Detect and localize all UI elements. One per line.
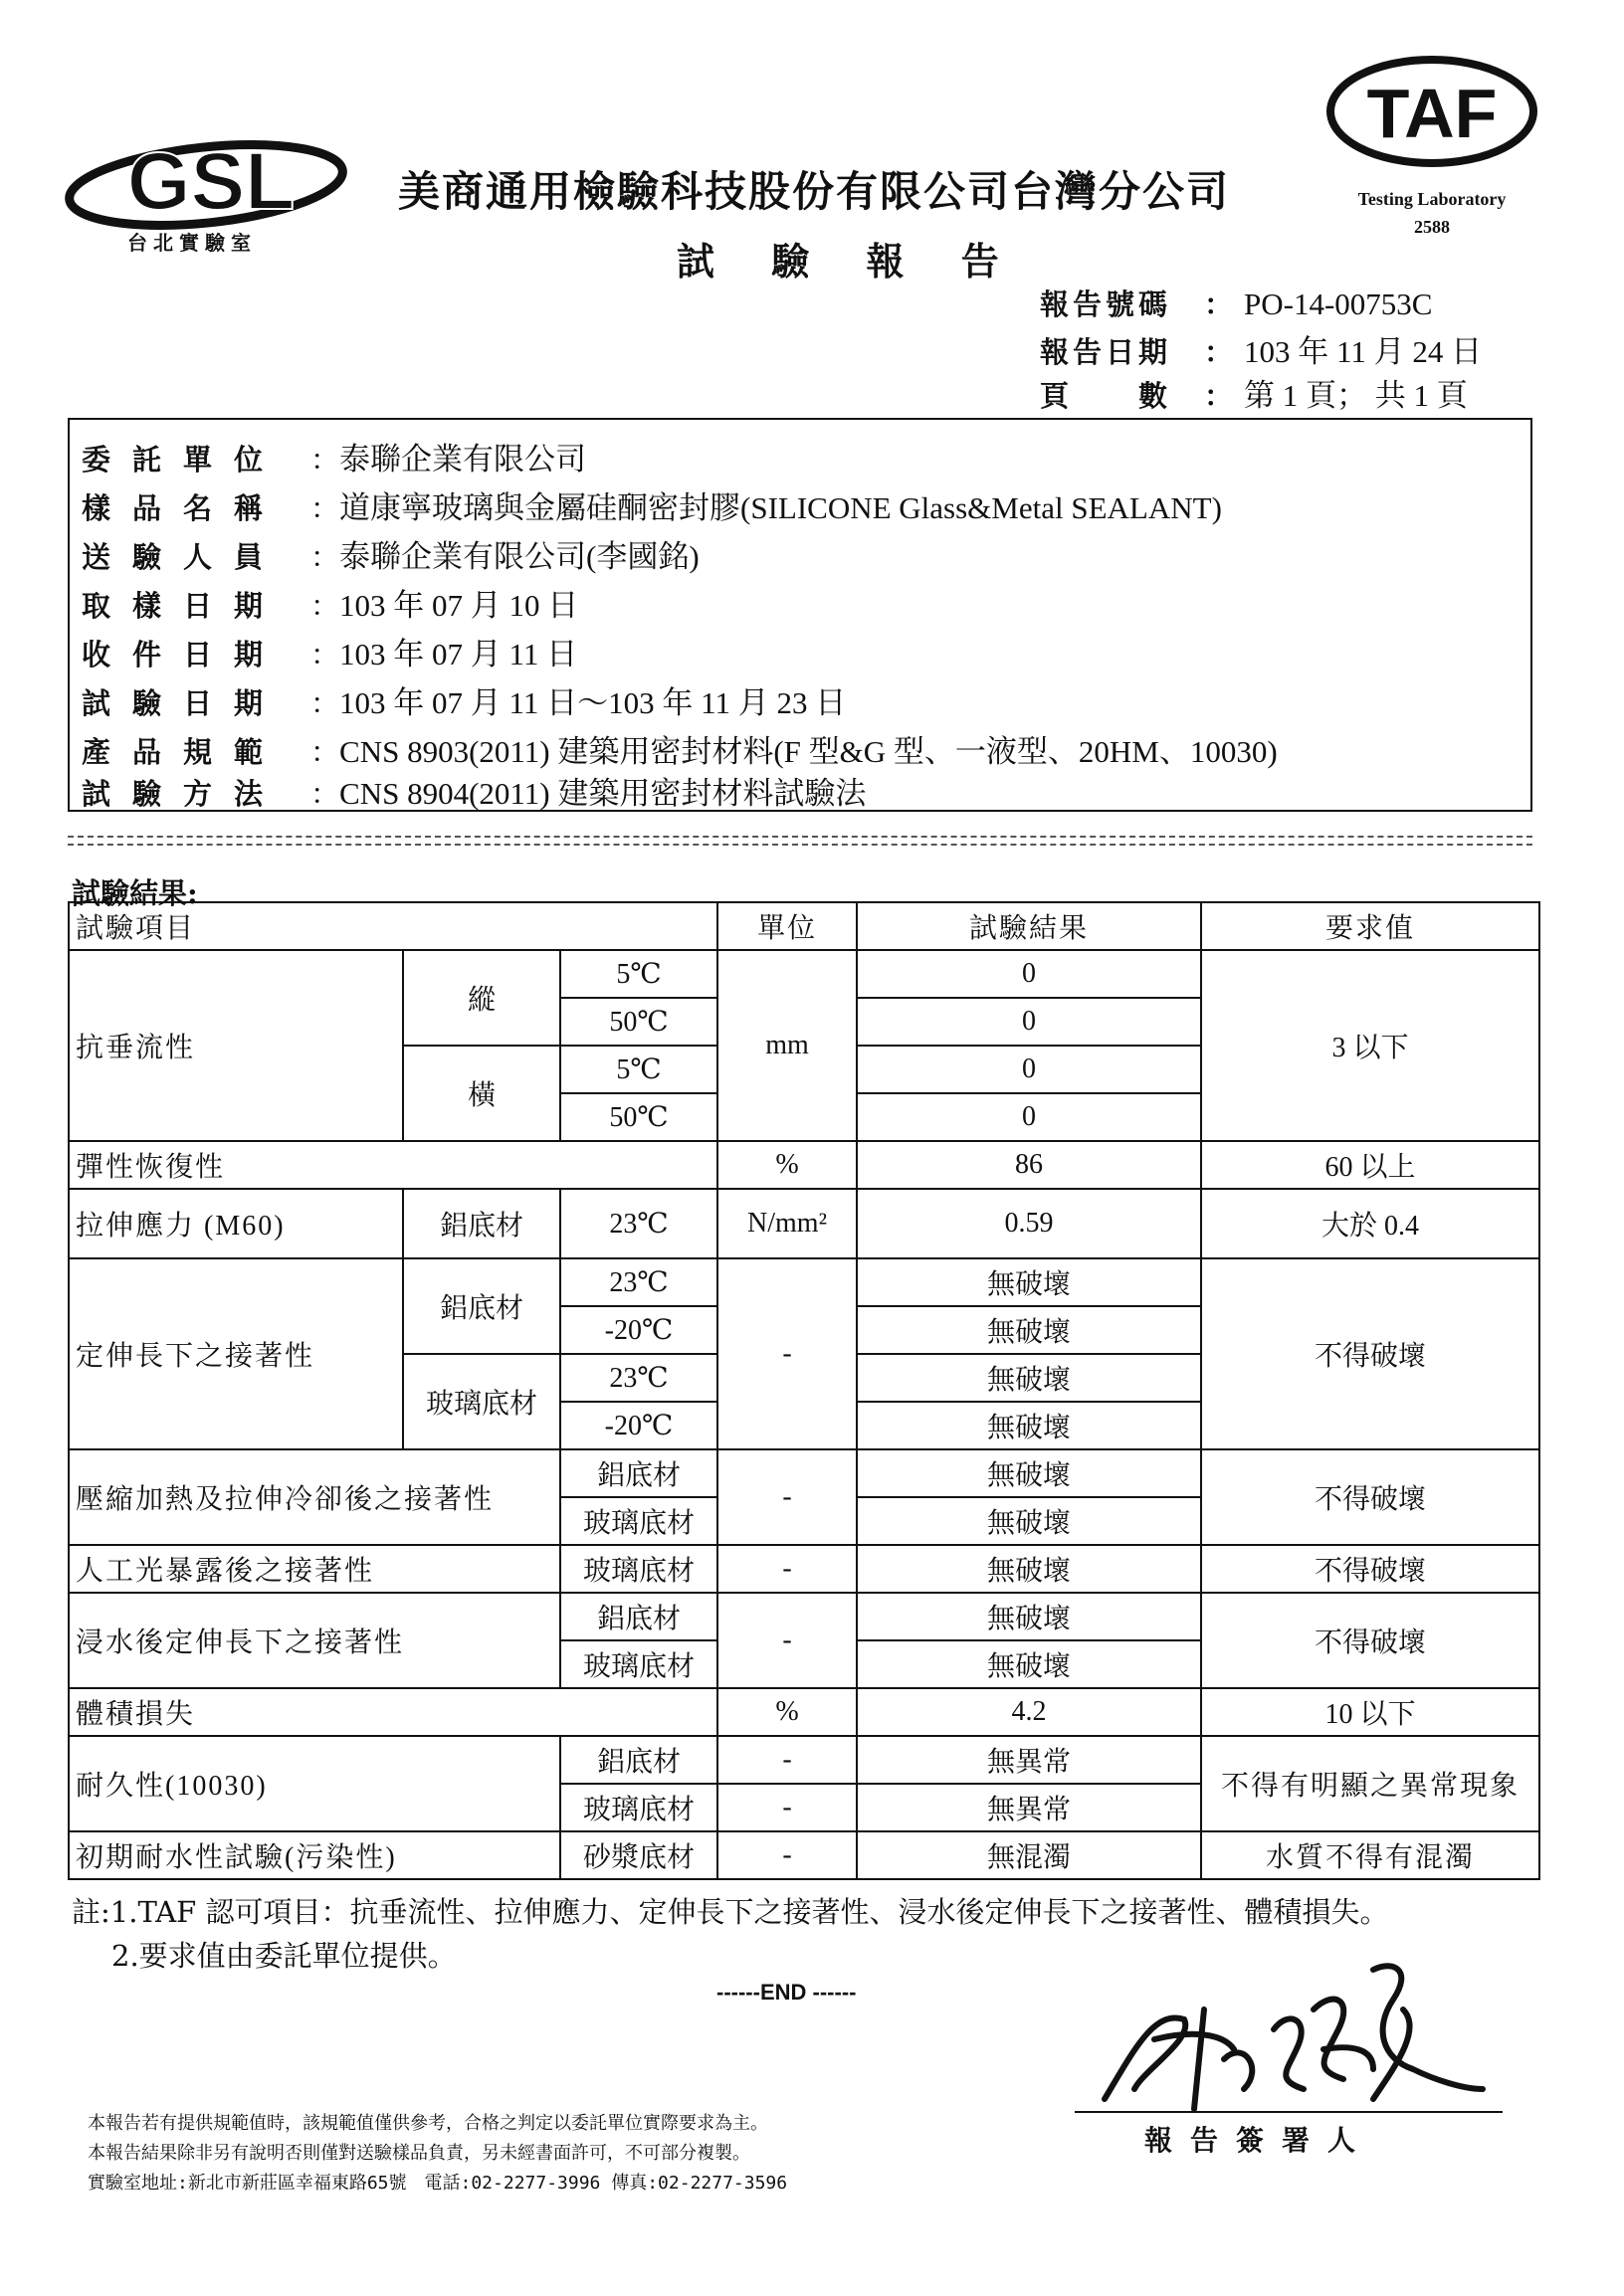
unit-cell: -: [717, 1449, 857, 1545]
sample-info-box: [68, 418, 1532, 812]
table-row: [69, 950, 1539, 998]
temp-cell: 23℃: [560, 1189, 717, 1258]
taf-lab-text: Testing Laboratory: [1357, 189, 1507, 209]
item-cell: 浸水後定伸長下之接著性: [69, 1593, 560, 1688]
signer-label: 報告簽署人: [1144, 2124, 1374, 2157]
info-value: CNS 8903(2011) 建築用密封材料(F 型&G 型、一液型、20HM、10030): [339, 734, 1278, 769]
requirement-cell: 不得有明顯之異常現象: [1201, 1736, 1539, 1831]
item-cell: 人工光暴露後之接著性: [69, 1545, 560, 1593]
footer-line-2: 本報告結果除非另有說明否則僅對送驗樣品負責，另未經書面許可，不可部分複製。: [88, 2143, 750, 2164]
result-cell: 無破壞: [857, 1402, 1201, 1449]
result-cell: 無異常: [857, 1784, 1201, 1831]
requirement-cell: 不得破壞: [1201, 1545, 1539, 1593]
substrate-cell: 玻璃底材: [560, 1640, 717, 1688]
report-number-row: 報告號碼 ： PO-14-00753C: [1040, 283, 1432, 323]
result-cell: 無破壞: [857, 1354, 1201, 1402]
result-cell: 無破壞: [857, 1449, 1201, 1497]
substrate-cell: 砂漿底材: [560, 1831, 717, 1879]
unit-cell: -: [717, 1593, 857, 1688]
table-row: [69, 1141, 1539, 1189]
table-row: [69, 1449, 1539, 1497]
footer-line-3: 實驗室地址:新北市新莊區幸福東路65號 電話:02-2277-3996 傳真:02-2277-3596: [88, 2173, 788, 2194]
handwritten-signature: [1075, 1950, 1493, 2129]
direction-cell: 縱: [403, 950, 560, 1046]
temp-cell: 23℃: [560, 1258, 717, 1306]
result-cell: 無破壞: [857, 1640, 1201, 1688]
requirement-cell: 不得破壞: [1201, 1258, 1539, 1449]
item-cell: 拉伸應力 (M60): [69, 1189, 403, 1258]
temp-cell: 5℃: [560, 1046, 717, 1093]
substrate-cell: 鋁底材: [560, 1736, 717, 1784]
item-cell: 初期耐水性試驗(污染性): [69, 1831, 560, 1879]
results-table: [68, 901, 1540, 1880]
result-cell: 無破壞: [857, 1593, 1201, 1640]
unit-cell: -: [717, 1831, 857, 1879]
substrate-cell: 鋁底材: [560, 1449, 717, 1497]
result-cell: 無破壞: [857, 1545, 1201, 1593]
result-cell: 0: [857, 998, 1201, 1046]
item-cell: 抗垂流性: [69, 950, 403, 1141]
report-number: PO-14-00753C: [1244, 287, 1433, 321]
table-header-row: [69, 902, 1539, 950]
requirement-cell: 大於 0.4: [1201, 1189, 1539, 1258]
table-row: [69, 1258, 1539, 1306]
substrate-cell: 鋁底材: [560, 1593, 717, 1640]
info-value: 泰聯企業有限公司(李國銘): [339, 539, 700, 574]
result-cell: 無混濁: [857, 1831, 1201, 1879]
table-row: [69, 1736, 1539, 1784]
requirement-cell: 不得破壞: [1201, 1593, 1539, 1688]
gsl-logo-text: GSL: [126, 136, 296, 227]
result-cell: 無破壞: [857, 1497, 1201, 1545]
result-cell: 無破壞: [857, 1306, 1201, 1354]
taf-number: 2588: [1414, 217, 1450, 237]
end-marker: ------END ------: [716, 1980, 857, 2005]
requirement-cell: 60 以上: [1201, 1141, 1539, 1189]
info-value: CNS 8904(2011) 建築用密封材料試驗法: [339, 776, 867, 811]
page-count-row: 頁 數 ： 第 1 頁； 共 1 頁: [1040, 370, 1468, 415]
result-cell: 0: [857, 1046, 1201, 1093]
report-date-row: 報告日期 ： 103 年 11 月 24 日: [1040, 326, 1482, 371]
substrate-cell: 玻璃底材: [560, 1545, 717, 1593]
section-divider: [68, 836, 1532, 846]
requirement-cell: 水質不得有混濁: [1201, 1831, 1539, 1879]
item-cell: 耐久性(10030): [69, 1736, 560, 1831]
report-number-label: 報告號碼: [1040, 287, 1172, 321]
substrate-cell: 鋁底材: [403, 1189, 560, 1258]
info-label: 產品規範: [82, 735, 286, 769]
item-cell: 定伸長下之接著性: [69, 1258, 403, 1449]
results-label: 試驗結果:: [72, 876, 198, 910]
info-value: 道康寧玻璃與金屬硅酮密封膠(SILICONE Glass&Metal SEALANT): [339, 490, 1222, 525]
substrate-cell: 鋁底材: [403, 1258, 560, 1354]
unit-cell: -: [717, 1545, 857, 1593]
item-cell: 彈性恢復性: [69, 1141, 717, 1189]
table-row: [69, 1688, 1539, 1736]
unit-cell: mm: [717, 950, 857, 1141]
report-date: 103 年 11 月 24 日: [1244, 334, 1483, 369]
note-1: 註:1.TAF 認可項目：抗垂流性、拉伸應力、定伸長下之接著性、浸水後定伸長下之接著性、體積損失。: [72, 1895, 1389, 1929]
page-count: 第 1 頁； 共 1 頁: [1244, 378, 1468, 413]
info-row-method: 試驗方法 ：CNS 8904(2011) 建築用密封材料試驗法: [82, 768, 866, 813]
signature-line: [1075, 2111, 1503, 2113]
header-result: 試驗結果: [857, 902, 1201, 950]
header-requirement: 要求值: [1201, 902, 1539, 950]
result-cell: 0: [857, 1093, 1201, 1141]
info-label: 取樣日期: [82, 589, 286, 623]
unit-cell: -: [717, 1736, 857, 1784]
substrate-cell: 玻璃底材: [560, 1497, 717, 1545]
substrate-cell: 玻璃底材: [403, 1354, 560, 1449]
temp-cell: 5℃: [560, 950, 717, 998]
company-name: 美商通用檢驗科技股份有限公司台灣分公司: [398, 167, 1231, 216]
temp-cell: -20℃: [560, 1306, 717, 1354]
info-value: 103 年 07 月 10 日: [339, 588, 579, 623]
footer-line-1: 本報告若有提供規範值時，該規範值僅供參考，合格之判定以委託單位實際要求為主。: [88, 2113, 768, 2134]
info-row-spec: 產品規範 ：CNS 8903(2011) 建築用密封材料(F 型&G 型、一液型、20HM、10030): [82, 726, 1278, 771]
table-row: [69, 1831, 1539, 1879]
taf-logo: [1323, 42, 1540, 181]
info-label: 樣品名稱: [82, 491, 286, 525]
result-cell: 0: [857, 950, 1201, 998]
unit-cell: %: [717, 1688, 857, 1736]
info-value: 泰聯企業有限公司: [339, 442, 587, 477]
unit-cell: -: [717, 1258, 857, 1449]
info-row-client: 委託單位 ：泰聯企業有限公司: [82, 434, 586, 478]
report-title: 試 驗 報 告: [677, 239, 1021, 284]
requirement-cell: 10 以下: [1201, 1688, 1539, 1736]
table-row: [69, 1189, 1539, 1258]
info-label: 試驗方法: [82, 777, 286, 811]
info-row-sampling-date: 取樣日期 ：103 年 07 月 10 日: [82, 580, 578, 625]
item-cell: 體積損失: [69, 1688, 717, 1736]
unit-cell: %: [717, 1141, 857, 1189]
info-label: 收件日期: [82, 638, 286, 671]
info-row-sample: 樣品名稱 ：道康寧玻璃與金屬硅酮密封膠(SILICONE Glass&Metal SEALANT): [82, 482, 1222, 527]
info-row-receipt-date: 收件日期 ：103 年 07 月 11 日: [82, 629, 577, 673]
temp-cell: 50℃: [560, 998, 717, 1046]
item-cell: 壓縮加熱及拉伸冷卻後之接著性: [69, 1449, 560, 1545]
requirement-cell: 不得破壞: [1201, 1449, 1539, 1545]
requirement-cell: 3 以下: [1201, 950, 1539, 1141]
page-count-label: 頁 數: [1040, 379, 1172, 413]
info-row-test-date: 試驗日期 ：103 年 07 月 11 日～103 年 11 月 23 日: [82, 677, 846, 722]
result-cell: 0.59: [857, 1189, 1201, 1258]
report-date-label: 報告日期: [1040, 335, 1172, 369]
info-value: 103 年 07 月 11 日: [339, 637, 578, 671]
temp-cell: -20℃: [560, 1402, 717, 1449]
temp-cell: 50℃: [560, 1093, 717, 1141]
info-label: 委託單位: [82, 443, 286, 477]
table-row: [69, 1545, 1539, 1593]
result-cell: 無異常: [857, 1736, 1201, 1784]
taf-label: [1323, 185, 1540, 241]
info-label: 試驗日期: [82, 686, 286, 720]
result-cell: 4.2: [857, 1688, 1201, 1736]
info-row-submitter: 送驗人員 ：泰聯企業有限公司(李國銘): [82, 531, 700, 576]
header-unit: 單位: [717, 902, 857, 950]
note-2: 2.要求值由委託單位提供。: [111, 1939, 457, 1973]
result-cell: 86: [857, 1141, 1201, 1189]
info-label: 送驗人員: [82, 540, 286, 574]
info-value: 103 年 07 月 11 日～103 年 11 月 23 日: [339, 685, 847, 720]
result-cell: 無破壞: [857, 1258, 1201, 1306]
taf-logo-text: TAF: [1366, 75, 1498, 152]
direction-cell: 橫: [403, 1046, 560, 1141]
unit-cell: N/mm²: [717, 1189, 857, 1258]
temp-cell: 23℃: [560, 1354, 717, 1402]
unit-cell: -: [717, 1784, 857, 1831]
table-row: [69, 1593, 1539, 1640]
lab-subtitle: 台北實驗室: [127, 231, 257, 255]
substrate-cell: 玻璃底材: [560, 1784, 717, 1831]
header-item: 試驗項目: [69, 902, 717, 950]
